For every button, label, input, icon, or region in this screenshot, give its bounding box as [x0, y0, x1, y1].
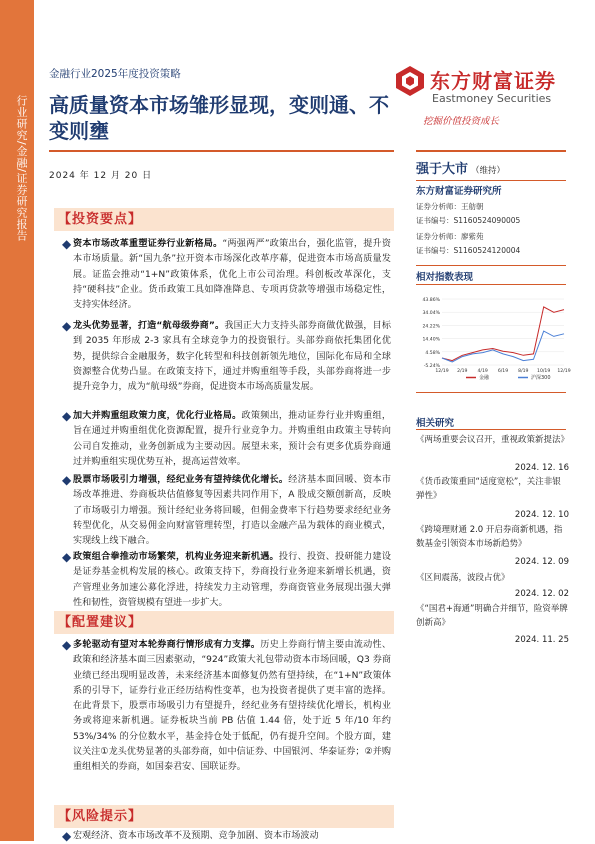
- point-3-body: 政策频出，推动证券行业并购重组，旨在通过并购重组优化资源配置，提升行业竞争力。并购重组由政策主导转向公司自发推动，业务创新成为主要动因。展望未来，预计会有更多优质券商通过并购重组实现优势互补，提高运营效率。: [73, 411, 391, 467]
- point-2-body: 我国正大力支持头部券商做优做强，目标到 2035 年形成 2-3 家具有全球竞争力的投资银行。头部券商依托集团化优势，提供综合金融服务，数字化转型和科技创新领先地位，国际化布局和全球资源整合优势凸显。在政策支持下，通过并购重组等手段，头部券商将进一步提升竞争力，成为“航母级”券商，促进资本市场高质量发展。: [73, 321, 391, 393]
- chart-y-tick-label: 34.04%: [422, 311, 440, 317]
- related-divider: [416, 392, 566, 393]
- chart-y-tick-label: 4.58%: [425, 350, 440, 356]
- section-risk: [54, 805, 394, 828]
- report-date: 2024 年 12 月 20 日: [49, 171, 153, 181]
- point-paragraph-5: [73, 550, 391, 611]
- legend-label: 金融: [479, 375, 490, 381]
- chart-y-tick-label: 24.22%: [422, 324, 440, 330]
- config-lead: 多轮驱动有望对本轮券商行情形成有力支撑。: [73, 640, 261, 650]
- bullet-icon: ◆: [62, 237, 72, 251]
- related-date-4: 2024. 12. 02: [514, 589, 569, 599]
- risk-paragraph: 宏观经济、资本市场改革不及预期、竞争加剧、资本市场波动: [73, 831, 319, 841]
- relative-performance-chart: [416, 293, 569, 383]
- point-4-lead: 股票市场吸引力增强，经纪业务有望持续优化增长。: [73, 475, 289, 485]
- rating-divider: [416, 150, 566, 152]
- chart-y-tick-label: -5.24%: [423, 364, 440, 369]
- institute-name: 东方财富证券研究所: [416, 186, 502, 197]
- report-title: 高质量资本市场雏形显现，变则通、不变则壅: [49, 93, 389, 143]
- related-date-3: 2024. 12. 09: [514, 557, 569, 567]
- point-5-body: 投行、投资、投研能力建设是证券基金机构发展的核心。政策支持下，券商投行业务迎来新增长机遇，资产管理业务加速公募化浮进，持续发力主动管理，券商资管业务展现出强大弹性和韧性，资管规模有望进一步扩大。: [73, 552, 391, 608]
- bullet-icon: ◆: [62, 829, 72, 843]
- chart-title-underline: [416, 284, 566, 285]
- report-type: 金融行业2025年度投资策略: [49, 68, 181, 80]
- point-paragraph-4: [73, 473, 391, 549]
- institute-divider: [416, 180, 566, 181]
- rating-label: 强于大市: [416, 162, 469, 177]
- legend-label: 沪深300: [531, 375, 551, 381]
- bullet-icon: ◆: [62, 473, 72, 487]
- chart-y-tick-label: 43.86%: [422, 298, 440, 303]
- section-investment-points-title: 【投资要点】: [58, 212, 143, 227]
- section-risk-title: 【风险提示】: [58, 809, 143, 824]
- series-line-csi300: [442, 331, 564, 362]
- industry-rating: [416, 158, 505, 177]
- chart-title: 相对指数表现: [416, 272, 474, 283]
- side-strip: [0, 0, 34, 841]
- config-paragraph: [73, 638, 391, 776]
- chart-x-tick-label: 12/19: [435, 369, 449, 374]
- point-5-lead: 政策组合拳推动市场繁荣，机构业务迎来新机遇。: [73, 552, 279, 562]
- bullet-icon: ◆: [62, 550, 72, 564]
- related-date-2: 2024. 12. 10: [514, 510, 569, 520]
- rating-sub: （维持）: [471, 166, 506, 176]
- slogan: 挖掘价值投资成长: [423, 116, 500, 127]
- related-report-5[interactable]: 《“国君+海通”明确合并细节，险资举牌创新高》: [416, 604, 568, 628]
- related-date-1: 2024. 12. 16: [514, 463, 569, 473]
- point-1-body: “两强两严”政策出台，强化监管，提升资本市场质量。新“国九条”拉开资本市场深化改革序幕，促进资本市场高质量发展。证监会推动“1+N”政策体系，优化上市公司治理。科创板改革深化，支持“硬科技”企业。货币政策工具如降准降息、专项再贷款等增强市场稳定性，支持实体经济。: [73, 239, 391, 311]
- logo-mark-icon: [393, 64, 427, 98]
- config-body: 历史上券商行情主要由流动性、政策和经济基本面三因素驱动，“924”政策大礼包带动资本市场回暖，Q3 券商业绩已经出现明显改善，未来经济基本面修复仍然有望持续，在“1+N”政策体系的引导下，证券行业正经历结构性变革，也为投资者提供了更丰富的选择。在此背景下，股票市场吸引力有望提升，经纪业务有望持续优化增长，机构业务或将迎来新机遇。证券板块当前 PB 估值 1.44 倍，处于近 5 年/10 年约 53%/34% 的分位数水平，基金持仓处于低配，仍有提升空间。个股方面，建议关注①龙头优势显著的头部券商，如中信证券、中国银河、华泰证券；②并购重组相关的券商，如国泰君安、国联证券。: [73, 640, 391, 773]
- company-logo: [393, 64, 593, 116]
- point-2-lead: 龙头优势显著，打造“航母级券商”。: [73, 321, 225, 331]
- chart-x-tick-label: 2/19: [457, 369, 468, 374]
- logo-text-cn: 东方财富证券: [430, 69, 556, 93]
- chart-y-tick-label: 14.40%: [422, 337, 440, 343]
- bullet-icon: ◆: [62, 409, 72, 423]
- bullet-icon: ◆: [62, 638, 72, 652]
- section-config-advice: [54, 611, 394, 634]
- chart-divider: [416, 265, 566, 266]
- point-4-body: 经济基本面回暖、资本市场改革推进、券商板块估值修复等因素共同作用下，A 股成交额创新高，反映了市场吸引力增强。预计经纪业务将回暖，但佣金费率下行趋势要求经纪业务转型优化，从交易佣金向财富管理转型，打造以金融产品为载体的商业模式，实现线上线下融合。: [73, 475, 391, 547]
- title-divider: [49, 150, 394, 152]
- series-line-finance: [442, 307, 564, 361]
- related-title-underline: [416, 429, 566, 430]
- related-report-3[interactable]: 《跨境理财通 2.0 开启券商新机遇，指数基金引领资本市场新趋势》: [416, 525, 563, 549]
- chart-x-tick-label: 4/19: [477, 369, 488, 374]
- point-paragraph-1: [73, 237, 391, 313]
- cert-1: 证书编号：S1160524090005: [416, 216, 521, 225]
- cert-2: 证书编号：S1160524120004: [416, 246, 521, 255]
- section-investment-points: [54, 208, 394, 231]
- point-paragraph-2: [73, 319, 391, 395]
- related-date-5: 2024. 11. 25: [514, 635, 569, 645]
- section-config-advice-title: 【配置建议】: [58, 615, 143, 630]
- related-report-1[interactable]: 《两场重要会议召开，重视政策新提法》: [416, 435, 570, 445]
- chart-x-tick-label: 12/19: [557, 369, 571, 374]
- bullet-icon: ◆: [62, 319, 72, 333]
- point-3-lead: 加大并购重组政策力度，优化行业格局。: [73, 411, 242, 421]
- logo-text-en: Eastmoney Securities: [432, 92, 552, 105]
- chart-x-tick-label: 8/19: [518, 369, 529, 374]
- chart-x-tick-label: 6/19: [497, 369, 509, 374]
- chart-x-tick-label: 10/19: [537, 369, 551, 374]
- point-paragraph-3: [73, 409, 391, 470]
- analyst-2: 证券分析师：廖紫苑: [416, 232, 484, 241]
- related-report-4[interactable]: 《区间震荡，波段占优》: [416, 573, 510, 583]
- analyst-1: 证券分析师：王舫朝: [416, 202, 484, 211]
- report-category-vertical: 行业研究/金融/证券研究报告: [15, 95, 28, 242]
- related-title: 相关研究: [416, 418, 455, 429]
- point-1-lead: 资本市场改革重塑证券行业新格局。: [73, 239, 223, 249]
- related-report-2[interactable]: 《货币政策重回“适度宽松”，关注非银弹性》: [416, 477, 561, 501]
